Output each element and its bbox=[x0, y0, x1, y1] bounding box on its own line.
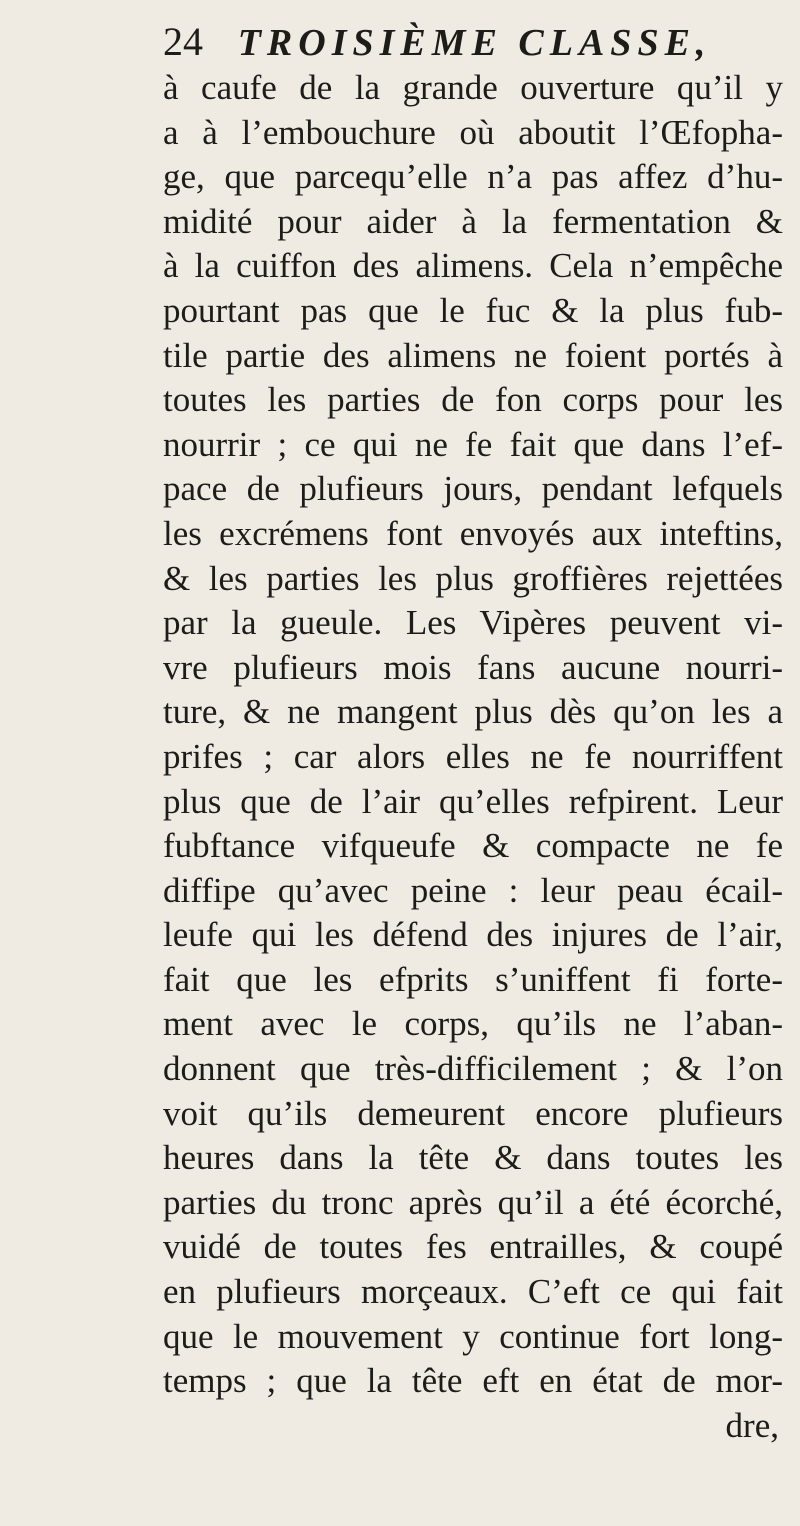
text-line: ture, & ne mangent plus dès qu’on les a bbox=[163, 692, 783, 732]
text-line: vuidé de toutes fes entrailles, & coupé bbox=[163, 1227, 783, 1267]
text-line: midité pour aider à la fermentation & bbox=[163, 201, 783, 241]
text-line: parties du tronc après qu’il a été écorché, bbox=[163, 1182, 783, 1222]
page-header bbox=[163, 14, 763, 70]
text-line: vre plufieurs mois fans aucune nourri- bbox=[163, 647, 783, 687]
text-line: par la gueule. Les Vipères peuvent vi- bbox=[163, 603, 783, 643]
text-line: & les parties les plus groffières rejettées bbox=[163, 558, 783, 598]
text-line: pace de plufieurs jours, pendant lefquels bbox=[163, 469, 783, 509]
text-line: les excrémens font envoyés aux inteftins, bbox=[163, 513, 783, 553]
text-line: à caufe de la grande ouverture qu’il y bbox=[163, 68, 783, 107]
catchword-line: dre, bbox=[725, 1405, 779, 1445]
text-line: leufe qui les défend des injures de l’air, bbox=[163, 915, 783, 955]
text-line: heures dans la tête & dans toutes les bbox=[163, 1138, 783, 1178]
text-line: fait que les efprits s’uniffent fi forte- bbox=[163, 959, 783, 999]
text-line: nourrir ; ce qui ne fe fait que dans l’ef- bbox=[163, 424, 783, 464]
text-line: en plufieurs morçeaux. C’eft ce qui fait bbox=[163, 1272, 783, 1312]
text-line: à la cuiffon des alimens. Cela n’empêche bbox=[163, 246, 783, 286]
text-line: ment avec le corps, qu’ils ne l’aban- bbox=[163, 1004, 783, 1044]
text-line: donnent que très-difficilement ; & l’on bbox=[163, 1049, 783, 1089]
text-line: prifes ; car alors elles ne fe nourriffent bbox=[163, 736, 783, 776]
body-text bbox=[163, 66, 783, 1448]
text-line: diffipe qu’avec peine : leur peau écail- bbox=[163, 870, 783, 910]
text-line: fubftance vifqueufe & compacte ne fe bbox=[163, 826, 783, 866]
text-line: plus que de l’air qu’elles refpirent. Leur bbox=[163, 781, 783, 821]
text-line: temps ; que la tête eft en état de mor- bbox=[163, 1361, 783, 1401]
page-number: 24 bbox=[163, 19, 203, 64]
running-title: TROISIÈME CLASSE, bbox=[237, 22, 712, 64]
text-line: tile partie des alimens ne foient portés à bbox=[163, 335, 783, 375]
text-line: ge, que parcequ’elle n’a pas affez d’hu- bbox=[163, 157, 783, 197]
text-line: pourtant pas que le fuc & la plus fub- bbox=[163, 290, 783, 330]
text-line: que le mouvement y continue fort long- bbox=[163, 1316, 783, 1356]
text-line: a à l’embouchure où aboutit l’Œfopha- bbox=[163, 112, 783, 152]
text-line: toutes les parties de fon corps pour les bbox=[163, 380, 783, 420]
text-line: voit qu’ils demeurent encore plufieurs bbox=[163, 1093, 783, 1133]
